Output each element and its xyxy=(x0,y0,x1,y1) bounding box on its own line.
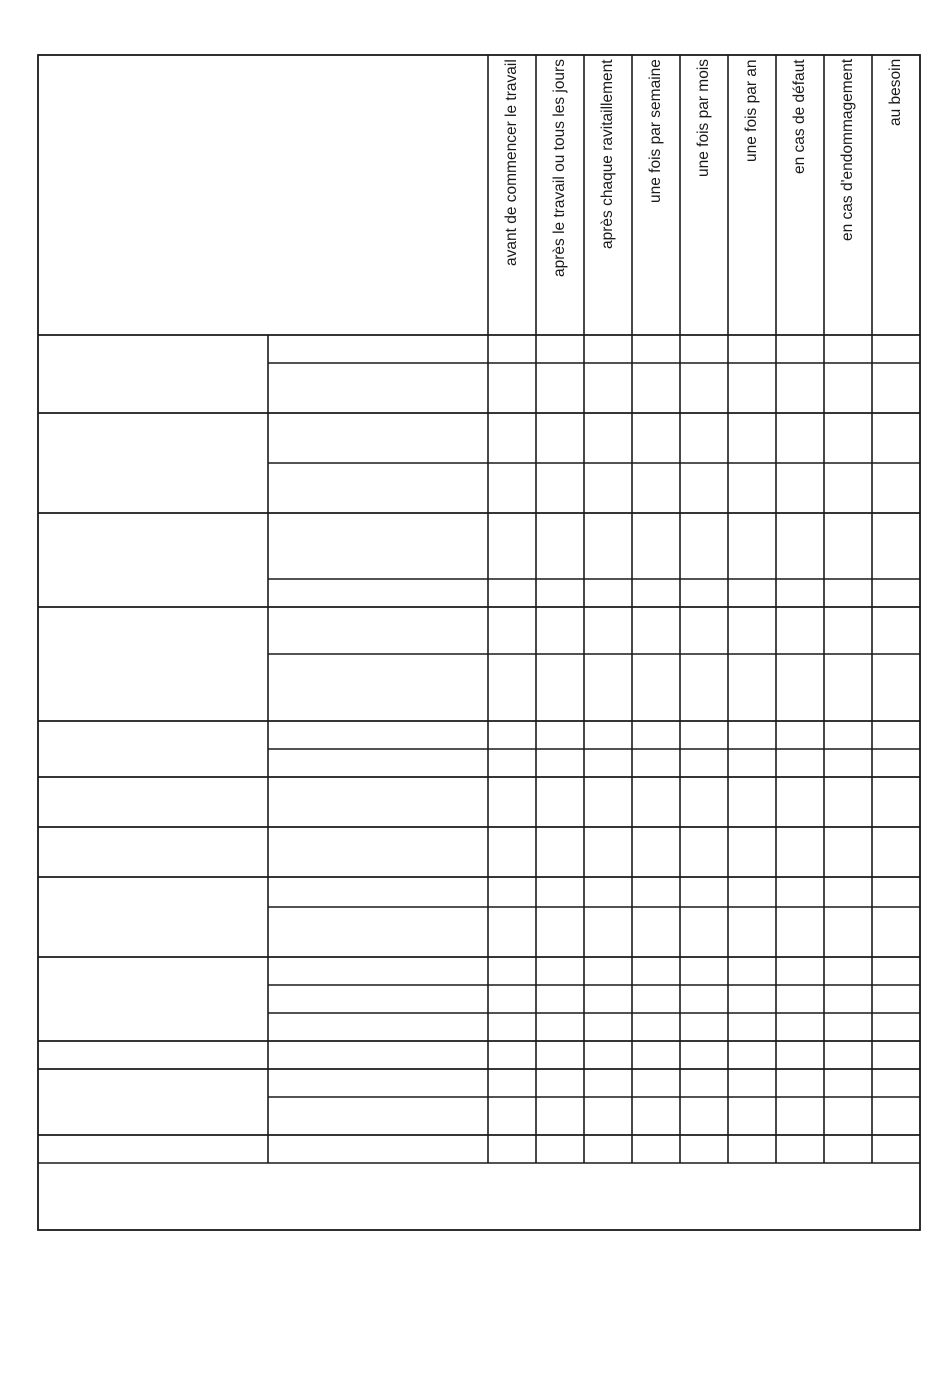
check-cell[interactable] xyxy=(682,515,726,577)
check-cell[interactable] xyxy=(490,337,534,361)
check-cell[interactable] xyxy=(634,751,678,775)
check-cell[interactable] xyxy=(538,337,582,361)
check-cell[interactable] xyxy=(586,1099,630,1133)
column-header-5: une fois par mois xyxy=(695,59,712,178)
check-cell[interactable] xyxy=(874,656,918,719)
check-cell[interactable] xyxy=(538,581,582,605)
check-cell[interactable] xyxy=(682,829,726,875)
check-cell[interactable] xyxy=(778,751,822,775)
check-cell[interactable] xyxy=(874,1071,918,1095)
check-cell[interactable] xyxy=(730,829,774,875)
check-cell[interactable] xyxy=(826,515,870,577)
column-header-8: en cas d'endommagement xyxy=(839,59,856,242)
check-cell[interactable] xyxy=(730,465,774,511)
check-cell[interactable] xyxy=(682,751,726,775)
check-cell[interactable] xyxy=(730,581,774,605)
check-cell[interactable] xyxy=(490,987,534,1011)
check-cell[interactable] xyxy=(778,415,822,461)
check-cell[interactable] xyxy=(682,1137,726,1161)
check-cell[interactable] xyxy=(634,723,678,747)
check-cell[interactable] xyxy=(586,581,630,605)
check-cell[interactable] xyxy=(538,656,582,719)
check-cell[interactable] xyxy=(586,515,630,577)
check-cell[interactable] xyxy=(586,1071,630,1095)
check-cell[interactable] xyxy=(586,337,630,361)
column-header-9: au besoin xyxy=(887,59,904,127)
check-cell[interactable] xyxy=(826,415,870,461)
check-cell[interactable] xyxy=(682,779,726,825)
check-cell[interactable] xyxy=(634,987,678,1011)
check-cell[interactable] xyxy=(634,581,678,605)
check-cell[interactable] xyxy=(874,909,918,955)
check-cell[interactable] xyxy=(490,1137,534,1161)
check-cell[interactable] xyxy=(826,987,870,1011)
column-header-3: après chaque ravitaillement xyxy=(599,59,616,249)
check-cell[interactable] xyxy=(634,959,678,983)
check-cell[interactable] xyxy=(874,1043,918,1067)
check-cell[interactable] xyxy=(634,829,678,875)
check-cell[interactable] xyxy=(730,879,774,905)
check-cell[interactable] xyxy=(682,581,726,605)
check-cell[interactable] xyxy=(826,909,870,955)
check-cell[interactable] xyxy=(778,581,822,605)
check-cell[interactable] xyxy=(730,909,774,955)
check-cell[interactable] xyxy=(778,1015,822,1039)
check-cell[interactable] xyxy=(730,959,774,983)
check-cell[interactable] xyxy=(730,779,774,825)
check-cell[interactable] xyxy=(778,723,822,747)
check-cell[interactable] xyxy=(826,959,870,983)
check-cell[interactable] xyxy=(586,909,630,955)
check-cell[interactable] xyxy=(826,829,870,875)
check-cell[interactable] xyxy=(826,723,870,747)
check-cell[interactable] xyxy=(586,987,630,1011)
check-cell[interactable] xyxy=(730,1043,774,1067)
check-cell[interactable] xyxy=(778,829,822,875)
check-cell[interactable] xyxy=(586,365,630,411)
check-cell[interactable] xyxy=(490,609,534,652)
check-cell[interactable] xyxy=(778,656,822,719)
check-cell[interactable] xyxy=(778,365,822,411)
check-cell[interactable] xyxy=(874,415,918,461)
check-cell[interactable] xyxy=(874,365,918,411)
check-cell[interactable] xyxy=(778,1043,822,1067)
check-cell[interactable] xyxy=(586,609,630,652)
check-cell[interactable] xyxy=(634,365,678,411)
check-cell[interactable] xyxy=(730,1071,774,1095)
check-cell[interactable] xyxy=(826,1015,870,1039)
check-cell[interactable] xyxy=(730,1015,774,1039)
check-cell[interactable] xyxy=(586,465,630,511)
check-cell[interactable] xyxy=(538,415,582,461)
check-cell[interactable] xyxy=(682,465,726,511)
check-cell[interactable] xyxy=(586,829,630,875)
column-header-4: une fois par semaine xyxy=(647,59,664,203)
check-cell[interactable] xyxy=(826,779,870,825)
check-cell[interactable] xyxy=(778,609,822,652)
check-cell[interactable] xyxy=(874,337,918,361)
check-cell[interactable] xyxy=(634,337,678,361)
check-cell[interactable] xyxy=(634,909,678,955)
check-cell[interactable] xyxy=(874,879,918,905)
check-cell[interactable] xyxy=(778,465,822,511)
check-cell[interactable] xyxy=(634,779,678,825)
check-cell[interactable] xyxy=(730,723,774,747)
check-cell[interactable] xyxy=(682,1043,726,1067)
check-cell[interactable] xyxy=(490,1099,534,1133)
check-cell[interactable] xyxy=(682,1071,726,1095)
check-cell[interactable] xyxy=(730,609,774,652)
column-header-1: avant de commencer le travail xyxy=(503,59,520,266)
check-cell[interactable] xyxy=(874,1099,918,1133)
check-cell[interactable] xyxy=(490,879,534,905)
check-cell[interactable] xyxy=(538,1043,582,1067)
check-cell[interactable] xyxy=(586,879,630,905)
check-cell[interactable] xyxy=(778,1099,822,1133)
check-cell[interactable] xyxy=(874,515,918,577)
check-cell[interactable] xyxy=(730,337,774,361)
check-cell[interactable] xyxy=(538,1099,582,1133)
check-cell[interactable] xyxy=(586,751,630,775)
check-cell[interactable] xyxy=(730,415,774,461)
check-cell[interactable] xyxy=(778,779,822,825)
check-cell[interactable] xyxy=(538,779,582,825)
check-cell[interactable] xyxy=(874,829,918,875)
check-cell[interactable] xyxy=(730,1099,774,1133)
check-cell[interactable] xyxy=(730,365,774,411)
check-cell[interactable] xyxy=(490,779,534,825)
check-cell[interactable] xyxy=(682,987,726,1011)
check-cell[interactable] xyxy=(874,987,918,1011)
check-cell[interactable] xyxy=(778,1071,822,1095)
check-cell[interactable] xyxy=(634,465,678,511)
check-cell[interactable] xyxy=(874,1137,918,1161)
check-cell[interactable] xyxy=(682,1015,726,1039)
check-cell[interactable] xyxy=(778,337,822,361)
check-cell[interactable] xyxy=(730,987,774,1011)
notes-area[interactable] xyxy=(44,1169,914,1224)
check-cell[interactable] xyxy=(730,751,774,775)
check-cell[interactable] xyxy=(874,465,918,511)
check-cell[interactable] xyxy=(490,723,534,747)
check-cell[interactable] xyxy=(538,909,582,955)
check-cell[interactable] xyxy=(874,751,918,775)
check-cell[interactable] xyxy=(538,829,582,875)
check-cell[interactable] xyxy=(586,959,630,983)
check-cell[interactable] xyxy=(538,365,582,411)
check-cell[interactable] xyxy=(682,909,726,955)
check-cell[interactable] xyxy=(538,1137,582,1161)
check-cell[interactable] xyxy=(538,465,582,511)
check-cell[interactable] xyxy=(826,1137,870,1161)
check-cell[interactable] xyxy=(634,1137,678,1161)
check-cell[interactable] xyxy=(634,879,678,905)
check-cell[interactable] xyxy=(826,337,870,361)
check-cell[interactable] xyxy=(682,337,726,361)
check-cell[interactable] xyxy=(826,609,870,652)
check-cell[interactable] xyxy=(682,365,726,411)
check-cell[interactable] xyxy=(586,656,630,719)
check-cell[interactable] xyxy=(538,751,582,775)
check-cell[interactable] xyxy=(538,879,582,905)
check-cell[interactable] xyxy=(586,415,630,461)
check-cell[interactable] xyxy=(538,609,582,652)
check-cell[interactable] xyxy=(490,465,534,511)
check-cell[interactable] xyxy=(490,515,534,577)
check-cell[interactable] xyxy=(874,581,918,605)
check-cell[interactable] xyxy=(730,656,774,719)
check-cell[interactable] xyxy=(826,1099,870,1133)
check-cell[interactable] xyxy=(730,515,774,577)
check-cell[interactable] xyxy=(538,1071,582,1095)
check-cell[interactable] xyxy=(490,415,534,461)
check-cell[interactable] xyxy=(634,515,678,577)
check-cell[interactable] xyxy=(874,1015,918,1039)
check-cell[interactable] xyxy=(682,1099,726,1133)
check-cell[interactable] xyxy=(826,656,870,719)
check-cell[interactable] xyxy=(874,723,918,747)
check-cell[interactable] xyxy=(778,909,822,955)
check-cell[interactable] xyxy=(826,581,870,605)
check-cell[interactable] xyxy=(778,1137,822,1161)
check-cell[interactable] xyxy=(538,959,582,983)
check-cell[interactable] xyxy=(538,515,582,577)
check-cell[interactable] xyxy=(826,1071,870,1095)
check-cell[interactable] xyxy=(682,609,726,652)
check-cell[interactable] xyxy=(490,959,534,983)
check-cell[interactable] xyxy=(874,959,918,983)
check-cell[interactable] xyxy=(634,656,678,719)
check-cell[interactable] xyxy=(682,723,726,747)
check-cell[interactable] xyxy=(490,1071,534,1095)
check-cell[interactable] xyxy=(490,751,534,775)
check-cell[interactable] xyxy=(586,779,630,825)
column-header-6: une fois par an xyxy=(743,59,760,162)
check-cell[interactable] xyxy=(538,987,582,1011)
check-cell[interactable] xyxy=(634,1015,678,1039)
check-cell[interactable] xyxy=(538,1015,582,1039)
check-cell[interactable] xyxy=(826,365,870,411)
check-cell[interactable] xyxy=(826,879,870,905)
check-cell[interactable] xyxy=(634,1043,678,1067)
check-cell[interactable] xyxy=(778,879,822,905)
check-cell[interactable] xyxy=(826,751,870,775)
check-cell[interactable] xyxy=(490,1015,534,1039)
check-cell[interactable] xyxy=(490,581,534,605)
check-cell[interactable] xyxy=(682,656,726,719)
check-cell[interactable] xyxy=(634,1099,678,1133)
check-cell[interactable] xyxy=(490,829,534,875)
check-cell[interactable] xyxy=(778,987,822,1011)
check-cell[interactable] xyxy=(586,1137,630,1161)
check-cell[interactable] xyxy=(490,909,534,955)
check-cell[interactable] xyxy=(682,879,726,905)
check-cell[interactable] xyxy=(634,1071,678,1095)
check-cell[interactable] xyxy=(634,609,678,652)
check-cell[interactable] xyxy=(490,656,534,719)
check-cell[interactable] xyxy=(586,1043,630,1067)
check-cell[interactable] xyxy=(730,1137,774,1161)
check-cell[interactable] xyxy=(874,779,918,825)
check-cell[interactable] xyxy=(634,415,678,461)
check-cell[interactable] xyxy=(682,959,726,983)
check-cell[interactable] xyxy=(682,415,726,461)
check-cell[interactable] xyxy=(586,723,630,747)
check-cell[interactable] xyxy=(778,515,822,577)
check-cell[interactable] xyxy=(490,1043,534,1067)
check-cell[interactable] xyxy=(490,365,534,411)
check-cell[interactable] xyxy=(826,465,870,511)
column-header-2: après le travail ou tous les jours xyxy=(551,59,568,277)
check-cell[interactable] xyxy=(586,1015,630,1039)
check-cell[interactable] xyxy=(538,723,582,747)
check-cell[interactable] xyxy=(874,609,918,652)
check-cell[interactable] xyxy=(826,1043,870,1067)
check-cell[interactable] xyxy=(778,959,822,983)
column-header-7: en cas de défaut xyxy=(791,59,808,174)
